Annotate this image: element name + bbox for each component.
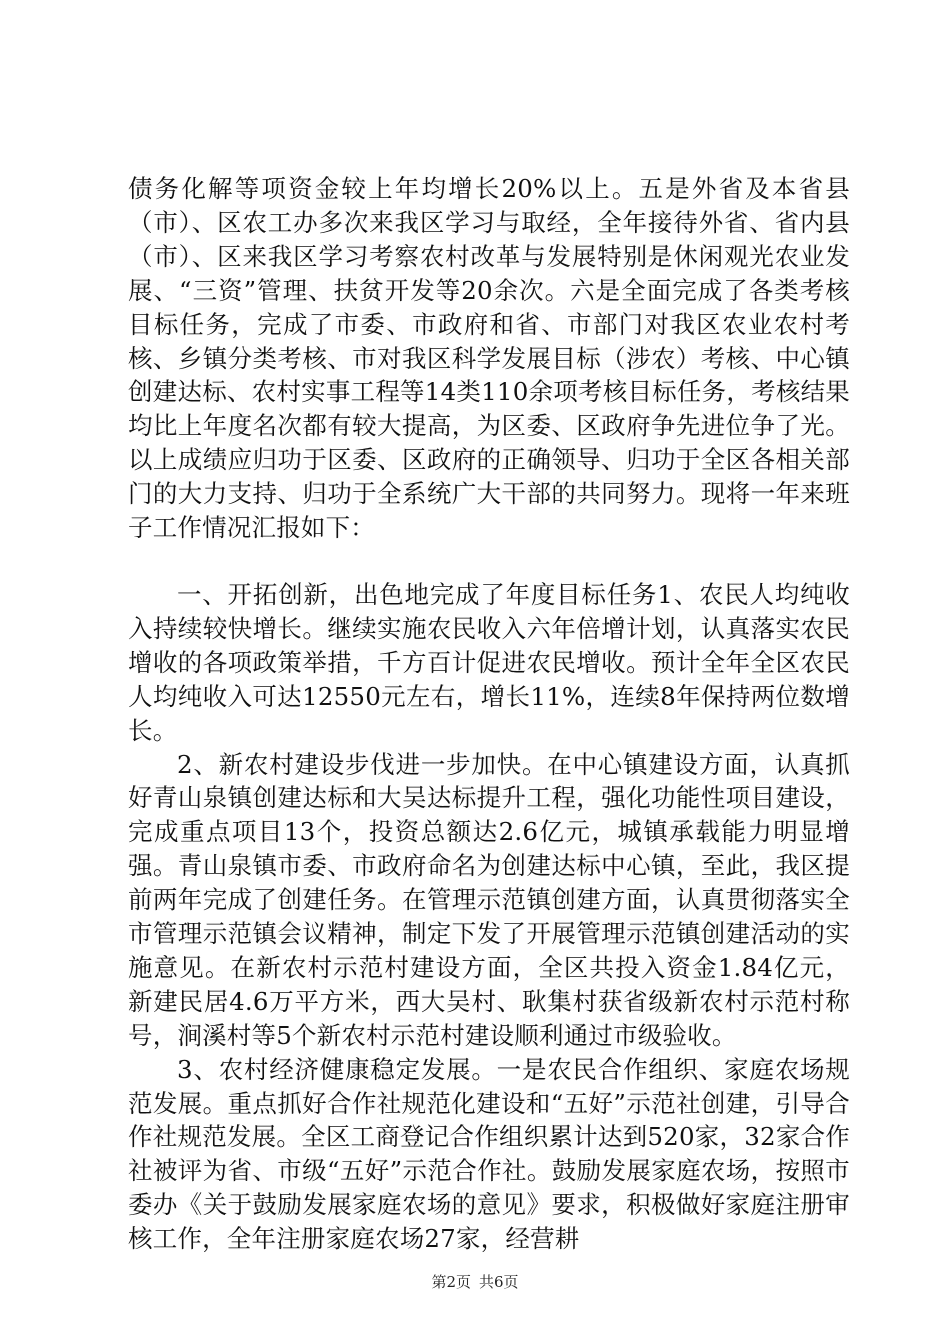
paragraph-section-1: 一、开拓创新，出色地完成了年度目标任务1、农民人均纯收入持续较快增长。继续实施农民收入六年倍增计划，认真落实农民增收的各项政策举措，千方百计促进农民增收。预计全年全区农民人均纯收入可达12550元左右，增长11%，连续8年保持两位数增长。 (128, 579, 850, 745)
page-footer (0, 1272, 950, 1292)
page-total: 共6页 (479, 1273, 519, 1291)
page-number: 第2页 (431, 1273, 471, 1291)
document-body (128, 172, 850, 1256)
paragraph-new-countryside: 2、新农村建设步伐进一步加快。在中心镇建设方面，认真抓好青山泉镇创建达标和大吴达标提升工程，强化功能性项目建设，完成重点项目13个，投资总额达2.6亿元，城镇承载能力明显增强。青山泉镇市委、市政府命名为创建达标中心镇，至此，我区提前两年完成了创建任务。在管理示范镇创建方面，认真贯彻落实全市管理示范镇会议精神，制定下发了开展管理示范镇创建活动的实施意见。在新农村示范村建设方面，全区共投入资金1.84亿元，新建民居4.6万平方米，西大吴村、耿集村获省级新农村示范村称号，涧溪村等5个新农村示范村建设顺利通过市级验收。 (128, 749, 850, 1050)
paragraph-summary: 债务化解等项资金较上年均增长20%以上。五是外省及本省县（市）、区农工办多次来我区学习与取经，全年接待外省、省内县（市）、区来我区学习考察农村改革与发展特别是休闲观光农业发展、“三资”管理、扶贫开发等20余次。六是全面完成了各类考核目标任务，完成了市委、市政府和省、市部门对我区农业农村考核、乡镇分类考核、市对我区科学发展目标（涉农）考核、中心镇创建达标、农村实事工程等14类110余项考核目标任务，考核结果均比上年度名次都有较大提高，为区委、区政府争先进位争了光。以上成绩应归功于区委、区政府的正确领导、归功于全区各相关部门的大力支持、归功于全系统广大干部的共同努力。现将一年来班子工作情况汇报如下： (128, 174, 850, 543)
paragraph-rural-economy: 3、农村经济健康稳定发展。一是农民合作组织、家庭农场规范发展。重点抓好合作社规范化建设和“五好”示范社创建，引导合作社规范发展。全区工商登记合作组织累计达到520家，32家合作社被评为省、市级“五好”示范合作社。鼓励发展家庭农场，按照市委办《关于鼓励发展家庭农场的意见》要求，积极做好家庭注册审核工作，全年注册家庭农场27家，经营耕 (128, 1054, 850, 1254)
